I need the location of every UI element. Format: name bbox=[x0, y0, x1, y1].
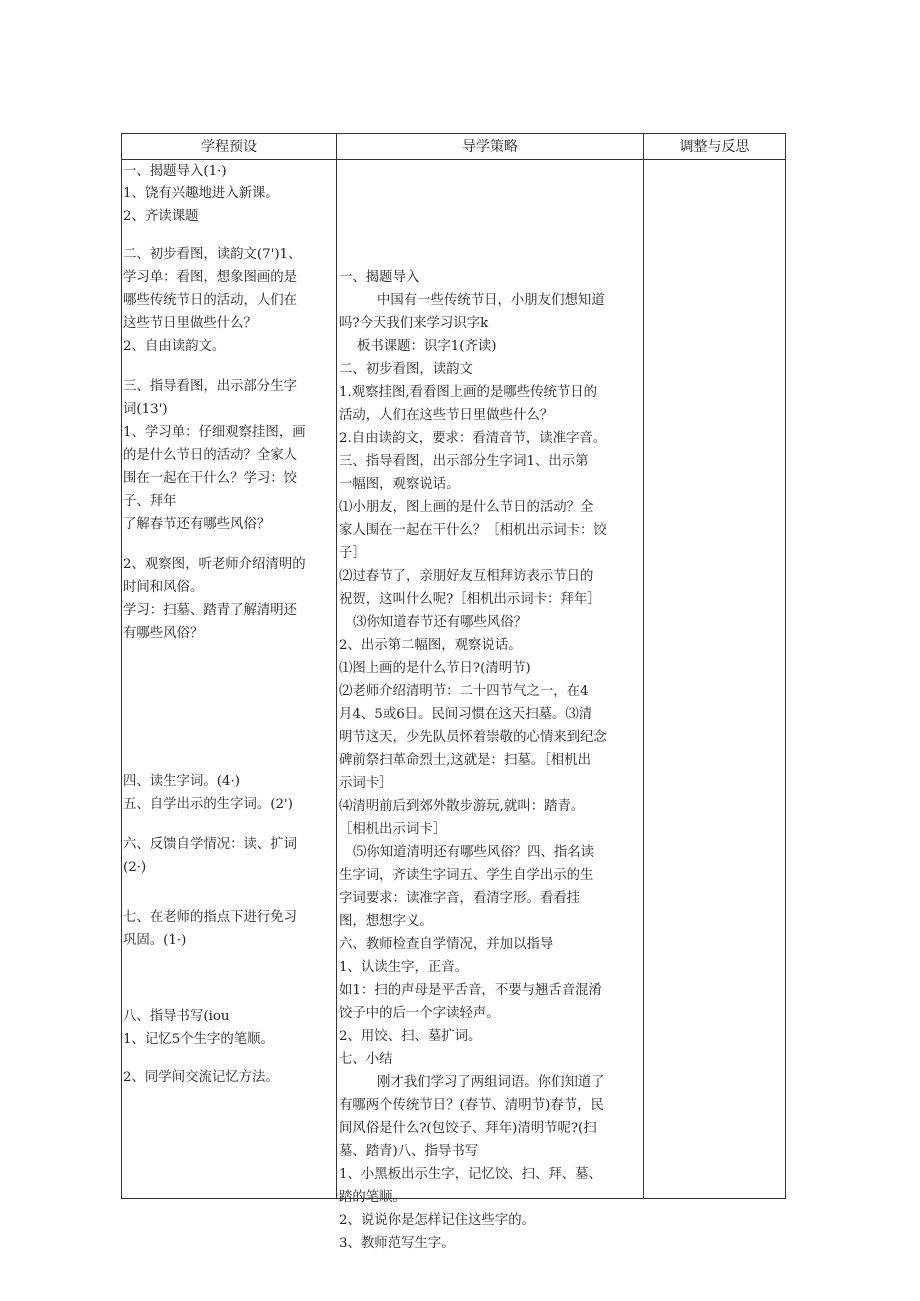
strategy-line: ⑵过春节了，亲朋好友互相拜访表示节日的 bbox=[339, 569, 594, 584]
strategy-line: 示词卡］ bbox=[339, 776, 393, 791]
strategy-line: 月4、5或6日。民间习惯在这天扫墓。⑶清 bbox=[339, 707, 593, 722]
strategy-line: 1.观察挂图,看看图上画的是哪些传统节日的 bbox=[339, 385, 598, 400]
preset-line: 1、学习单：仔细观察挂图，画 bbox=[123, 425, 306, 440]
strategy-line: 字词要求：读准字音，看清字形。看看挂 bbox=[339, 891, 581, 906]
strategy-line: ⑶你知道春节还有哪些风俗？ bbox=[353, 615, 528, 630]
preset-line: 四、读生字词。(4·) bbox=[123, 774, 240, 789]
preset-line: 二、初步看图，读韵文(7')1、 bbox=[123, 247, 302, 262]
strategy-line: 踏的笔顺。 bbox=[339, 1190, 406, 1205]
preset-line: 这些节日里做些什么？ bbox=[123, 316, 257, 331]
strategy-line: 七、小结 bbox=[339, 1052, 393, 1067]
preset-line: 七、在老师的指点下进行免习 bbox=[123, 910, 298, 925]
strategy-line: 六、教师检查自学情况，并加以指导 bbox=[339, 937, 554, 952]
strategy-line: 板书课题：识字1(齐读) bbox=[357, 339, 497, 354]
strategy-line: 饺子中的后一个字读轻声。 bbox=[339, 1006, 500, 1021]
strategy-line: 2、出示第二幅图，观察说话。 bbox=[339, 638, 522, 653]
strategy-line: 二、初步看图，读韵文 bbox=[339, 362, 473, 377]
strategy-line: 1、认读生字，正音。 bbox=[339, 960, 469, 975]
strategy-column bbox=[336, 160, 643, 1251]
preset-line: 学习单：看图，想象图画的是 bbox=[123, 270, 298, 285]
strategy-line: 间风俗是什么?(包饺子、拜年)清明节呢?(扫 bbox=[339, 1121, 597, 1136]
strategy-line: ⑷清明前后到郊外散步游玩,就叫：踏青。 bbox=[339, 799, 585, 814]
strategy-line: 2、说说你是怎样记住这些字的。 bbox=[339, 1213, 535, 1228]
header-preset: 学程预设 bbox=[122, 134, 336, 160]
lesson-plan-table bbox=[121, 133, 786, 1251]
strategy-line: 吗?今天我们来学习识字k bbox=[339, 316, 489, 331]
preset-line: 三、指导看图，出示部分生字 bbox=[123, 379, 298, 394]
strategy-line: 碑前祭扫革命烈士,这就是：扫墓。［相机出 bbox=[339, 753, 591, 768]
preset-line: 2、观察图，听老师介绍清明的 bbox=[123, 557, 306, 572]
strategy-line: 中国有一些传统节日，小朋友们想知道 bbox=[377, 293, 605, 308]
preset-line: 2、同学间交流记忆方法。 bbox=[123, 1070, 279, 1085]
preset-line: 有哪些风俗？ bbox=[123, 626, 204, 641]
strategy-line: 三、指导看图，出示部分生字词1、出示第 bbox=[339, 454, 589, 469]
strategy-line: 家人围在一起在干什么？［相机出示词卡：饺 bbox=[339, 523, 607, 538]
strategy-line: 明节这天，少先队员怀着崇敬的心情来到纪念 bbox=[339, 730, 607, 745]
preset-column bbox=[122, 160, 336, 1198]
preset-line: 巩固。(1·) bbox=[123, 933, 187, 948]
strategy-line: 1、小黑板出示生字，记忆饺、扫、拜、墓、 bbox=[339, 1167, 602, 1182]
strategy-line: 一、揭题导入 bbox=[339, 270, 420, 285]
strategy-line: 2、用饺、扫、墓扩词。 bbox=[339, 1029, 482, 1044]
strategy-line: ⑴小朋友，图上画的是什么节日的活动？全 bbox=[339, 500, 594, 515]
preset-line: 词(13') bbox=[123, 402, 168, 417]
preset-line: 时间和风俗。 bbox=[123, 580, 204, 595]
preset-line: (2·) bbox=[123, 860, 147, 875]
preset-line: 学习：扫墓、踏青了解清明还 bbox=[123, 603, 298, 618]
strategy-line: 一幅图，观察说话。 bbox=[339, 477, 460, 492]
strategy-line: 子］ bbox=[339, 546, 366, 561]
strategy-line: 祝贺，这叫什么呢?［相机出示词卡：拜年］ bbox=[339, 592, 601, 607]
preset-line: 五、自学出示的生字词。(2') bbox=[123, 797, 293, 812]
preset-line: 八、指导书写(iou bbox=[123, 1009, 230, 1024]
strategy-line: 如1：扫的声母是平舌音，不要与翘舌音混淆 bbox=[339, 983, 602, 998]
preset-line: 子、拜年 bbox=[123, 494, 177, 509]
strategy-line: 3、教师范写生字。 bbox=[339, 1236, 455, 1251]
reflection-column bbox=[643, 160, 785, 1198]
preset-line: 的是什么节日的活动？全家人 bbox=[123, 448, 298, 463]
preset-line: 2、自由读韵文。 bbox=[123, 339, 226, 354]
preset-line: 1、饶有兴趣地进入新课。 bbox=[123, 186, 279, 201]
header-reflection: 调整与反思 bbox=[643, 134, 785, 160]
strategy-line: 墓、踏青)八、指导书写 bbox=[339, 1144, 479, 1159]
preset-line: 围在一起在干什么？学习：饺 bbox=[123, 471, 298, 486]
preset-line: 2、齐读课题 bbox=[123, 209, 199, 224]
strategy-line: 活动，人们在这些节日里做些什么？ bbox=[339, 408, 554, 423]
strategy-line: ［相机出示词卡］ bbox=[339, 822, 447, 837]
strategy-line: ⑴图上画的是什么节日?(清明节) bbox=[339, 661, 531, 676]
preset-line: 哪些传统节日的活动，人们在 bbox=[123, 293, 298, 308]
preset-line: 了解春节还有哪些风俗？ bbox=[123, 517, 271, 532]
preset-line: 六、反馈自学情况：读、扩词 bbox=[123, 837, 298, 852]
strategy-line: 生字词，齐读生字词五、学生自学出示的生 bbox=[339, 868, 594, 883]
strategy-line: ⑸你知道清明还有哪些风俗？四、指名读 bbox=[353, 845, 595, 860]
strategy-line: 图，想想字义。 bbox=[339, 914, 433, 929]
preset-line: 一、揭题导入(1·) bbox=[123, 164, 227, 179]
strategy-line: 有哪两个传统节日？(春节、清明节)春节，民 bbox=[339, 1098, 604, 1113]
header-strategy: 导学策略 bbox=[336, 134, 643, 160]
preset-line: 1、记忆5个生字的笔顺。 bbox=[123, 1032, 274, 1047]
strategy-line: 2.自由读韵文，要求：看清音节，读准字音。 bbox=[339, 431, 607, 446]
strategy-line: 刚才我们学习了两组词语。你们知道了 bbox=[377, 1075, 605, 1090]
strategy-line: ⑵老师介绍清明节：二十四节气之一，在4 bbox=[339, 684, 589, 699]
